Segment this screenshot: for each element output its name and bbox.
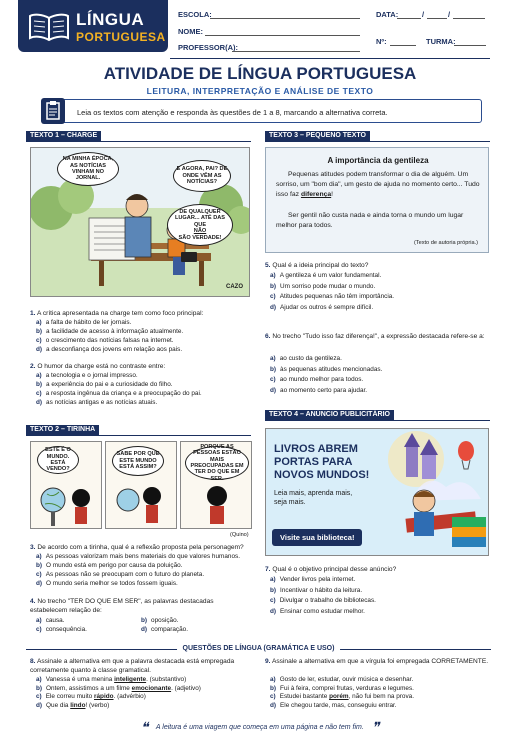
option-text: ao custo da gentileza. <box>279 355 342 362</box>
girl-speaking <box>199 484 239 528</box>
texto2-rule <box>26 435 251 436</box>
option-text: Estudei bastante <box>279 693 330 700</box>
q8-option-b[interactable] <box>36 685 201 693</box>
option-letter: b) <box>270 365 277 373</box>
clipboard-icon <box>41 98 65 124</box>
texto1-rule <box>26 141 251 142</box>
q5-option-a[interactable] <box>270 272 381 280</box>
option-text: consequência. <box>45 626 87 633</box>
option-text: . (advérbio) <box>113 693 146 700</box>
option-text: Vanessa é uma menina <box>45 676 115 683</box>
option-text: a resposta ingênua da criança e a preocupação do pai. <box>45 390 202 397</box>
q1-option-d[interactable] <box>36 346 182 354</box>
q1-stem <box>30 310 250 319</box>
texto4-header: TEXTO 4 – ANÚNCIO PUBLICITÁRIO <box>265 410 394 420</box>
option-text: Gosto de ler, estudar, ouvir música e desenhar. <box>279 676 414 683</box>
q1-option-c[interactable] <box>36 337 174 345</box>
highlighted-word: lindo <box>70 701 86 709</box>
professor-label: PROFESSOR(A): <box>178 43 238 52</box>
q4-text: No trecho "TER DO QUE EM SER", as palavras destacadas estabelecem relação de: <box>30 598 214 614</box>
tirinha-panel-3 <box>180 441 252 529</box>
data-sep-1: / <box>422 10 425 19</box>
option-text: ao mundo melhor para todos. <box>279 376 364 383</box>
texto3-credit: (Texto de autoria própria.) <box>413 240 478 246</box>
charge-image <box>30 147 250 297</box>
q3-option-d[interactable] <box>36 580 178 588</box>
logo <box>18 0 168 52</box>
q3-option-b[interactable] <box>36 562 182 570</box>
turma-label: TURMA: <box>426 37 456 46</box>
q2-option-a[interactable] <box>36 372 138 380</box>
option-letter: b) <box>36 684 43 692</box>
ad-subtext <box>274 489 352 507</box>
option-text: . (adjetivo) <box>171 684 201 692</box>
footer-quote <box>0 719 520 735</box>
q2-option-d[interactable] <box>36 399 157 407</box>
option-letter: a) <box>270 576 276 583</box>
charge-bubble-3-b: NÃO <box>193 228 207 235</box>
q5-stem <box>265 262 489 271</box>
q2-option-b[interactable] <box>36 381 173 389</box>
option-letter: d) <box>270 303 277 311</box>
option-text: a desconfiança dos jovens em relação aos pais. <box>46 346 183 353</box>
option-letter: b) <box>36 562 43 569</box>
option-text: , não fui bem na prova. <box>348 693 414 700</box>
nome-field[interactable] <box>205 35 360 36</box>
option-letter: b) <box>36 381 43 388</box>
option-text: . (substantivo) <box>146 676 187 683</box>
q7-option-d[interactable] <box>270 608 365 616</box>
option-text: Divulgar o trabalho de bibliotecas. <box>279 597 376 604</box>
header-divider <box>170 58 490 59</box>
ad-headline-2: PORTAS PARA <box>274 456 353 468</box>
option-letter: d) <box>270 701 277 709</box>
option-letter: d) <box>141 626 148 633</box>
q3-option-a[interactable] <box>36 553 240 561</box>
option-text: as notícias antigas e as notícias atuais. <box>46 399 158 406</box>
q5-option-c[interactable] <box>270 293 394 301</box>
ad-image <box>265 428 489 556</box>
option-text: causa. <box>45 617 65 624</box>
charge-bubble-3-a: DE QUALQUER LUGAR... ATÉ DAS QUE <box>174 208 226 228</box>
data-month-field[interactable] <box>427 18 447 19</box>
instruction-box <box>42 99 482 123</box>
option-text: Ele chegou tarde, mas, conseguiu entrar. <box>280 701 397 709</box>
q6-number: 6. <box>265 333 271 340</box>
q7-option-a[interactable] <box>270 576 355 584</box>
quote-open-icon: ❝ <box>140 719 149 735</box>
texto3-header: TEXTO 3 – PEQUENO TEXTO <box>265 131 370 141</box>
option-letter: c) <box>36 390 42 397</box>
q6-stem <box>265 333 489 342</box>
data-day-field[interactable] <box>397 18 421 19</box>
globe-and-girl <box>37 480 97 528</box>
texto1-header: TEXTO 1 – CHARGE <box>26 131 101 141</box>
q8-text: Assinale a alternativa em que a palavra destacada está empregada corretamente quanto à classe gramatical. <box>30 658 235 674</box>
escola-label: ESCOLA: <box>178 10 212 19</box>
option-text: o crescimento das notícias falsas na internet. <box>45 337 174 344</box>
option-letter: c) <box>270 597 276 604</box>
q9-option-b[interactable] <box>270 685 414 693</box>
option-text: a falta de hábito de ler jornais. <box>45 319 132 326</box>
highlighted-word: rápido <box>94 693 114 700</box>
option-text: Ontem, assistimos a um filme <box>46 684 132 692</box>
option-letter: a) <box>36 372 42 379</box>
option-text: a experiência do pai e a curiosidade do filho. <box>46 381 173 388</box>
instruction-text: Leia os textos com atenção e responda às questões de 1 a 8, marcando a alternativa correta. <box>77 108 388 117</box>
option-text: Ensinar como estudar melhor. <box>280 607 365 615</box>
escola-field[interactable] <box>210 18 360 19</box>
q4-stem <box>30 598 245 615</box>
q1-option-a[interactable] <box>36 319 131 327</box>
texto3-p1c: ! <box>331 191 334 198</box>
professor-field[interactable] <box>232 51 360 52</box>
q3-stem <box>30 544 255 553</box>
q9-number: 9. <box>265 658 271 665</box>
q4-option-d[interactable] <box>141 626 188 634</box>
option-letter: b) <box>270 684 277 692</box>
option-letter: d) <box>36 701 43 709</box>
option-letter: c) <box>36 337 42 344</box>
option-text: Um sorriso pode mudar o mundo. <box>280 282 376 290</box>
tirinha-bubble-1: ESTE É O MUNDO. ESTÁ VENDO? <box>37 446 79 474</box>
texto4-rule <box>265 420 490 421</box>
nome-label: NOME: <box>178 27 203 36</box>
q2-text: O humor da charge está no contraste entre: <box>37 363 166 370</box>
q1-number: 1. <box>30 310 36 317</box>
option-text: às pequenas atitudes mencionadas. <box>280 365 383 373</box>
q9-text: Assinale a alternativa em que a vírgula foi empregada CORRETAMENTE. <box>271 658 489 665</box>
q6-option-a[interactable] <box>270 355 342 363</box>
option-text: Que dia <box>46 701 71 709</box>
q9-option-c[interactable] <box>270 693 414 701</box>
tirinha-panel-1 <box>30 441 102 529</box>
q7-stem <box>265 566 489 575</box>
q6-text: No trecho "Tudo isso faz diferença!", a expressão destacada refere-se a: <box>272 333 485 340</box>
tirinha-bubble-2: SABE POR QUE ESTE MUNDO ESTÁ ASSIM? <box>112 446 164 476</box>
q6-option-b[interactable] <box>270 366 382 374</box>
option-text: O mundo seria melhor se todos fossem iguais. <box>46 580 178 587</box>
book-icon <box>28 12 70 42</box>
option-letter: a) <box>270 676 276 683</box>
q3-option-c[interactable] <box>36 571 204 579</box>
option-letter: d) <box>270 607 277 615</box>
q8-option-a[interactable] <box>36 676 186 684</box>
option-letter: a) <box>36 319 42 326</box>
page-subtitle: LEITURA, INTERPRETAÇÃO E ANÁLISE DE TEXTO <box>146 86 374 96</box>
q8-option-c[interactable] <box>36 693 146 701</box>
numero-label: Nº: <box>376 37 387 46</box>
option-letter: d) <box>36 580 43 587</box>
option-letter: d) <box>36 399 43 406</box>
q7-text: Qual é o objetivo principal desse anúncio? <box>272 566 397 573</box>
option-text: Ele correu muito <box>45 693 94 700</box>
tirinha-bubble-3: PORQUE AS PESSOAS ESTÃO MAIS PREOCUPADAS EM TER DO QUE EM SER. <box>185 446 249 480</box>
option-text: Fui à feira, comprei frutas, verduras e legumes. <box>280 684 414 692</box>
option-letter: c) <box>270 376 276 383</box>
option-text: Atitudes pequenas não têm importância. <box>279 293 395 300</box>
tirinha-panel-2 <box>105 441 177 529</box>
texto3-p1b: diferença <box>300 191 332 198</box>
girl-with-globe <box>114 480 174 528</box>
highlighted-word: emocionante <box>131 684 172 692</box>
ad-headline <box>274 443 369 482</box>
option-text: As pessoas não se preocupam com o futuro do planeta. <box>45 571 205 578</box>
data-sep-2: / <box>448 10 451 19</box>
q8-option-d[interactable] <box>36 702 109 710</box>
option-letter: c) <box>270 293 276 300</box>
q2-number: 2. <box>30 363 36 370</box>
option-letter: c) <box>270 693 276 700</box>
q1-text: A crítica apresentada na charge tem como foco principal: <box>36 310 204 317</box>
option-letter: b) <box>270 586 277 594</box>
footer-quote-text: A leitura é uma viagem que começa em uma página e não tem fim. <box>155 724 364 731</box>
q7-option-b[interactable] <box>270 587 362 595</box>
texto3-box <box>265 147 489 253</box>
q7-number: 7. <box>265 566 271 573</box>
option-text: Vender livros pela internet. <box>279 576 356 583</box>
q9-option-a[interactable] <box>270 676 413 684</box>
ad-headline-3: NOVOS MUNDOS! <box>274 469 370 481</box>
option-letter: d) <box>36 346 43 353</box>
texto3-rule <box>265 141 490 142</box>
q1-option-b[interactable] <box>36 328 183 336</box>
option-letter: c) <box>36 693 42 700</box>
q4-option-c[interactable] <box>36 626 87 634</box>
option-letter: a) <box>270 272 276 279</box>
option-letter: c) <box>36 571 42 578</box>
numero-field[interactable] <box>390 45 416 46</box>
tirinha-credit: (Quino) <box>230 532 249 538</box>
charge-bubble-2: E AGORA, PAI? DE ONDE VÊM AS NOTÍCIAS? <box>173 160 231 192</box>
option-letter: a) <box>270 355 276 362</box>
texto3-paragraph-2: Ser gentil não custa nada e ainda torna o mundo um lugar melhor para todos. <box>276 212 464 229</box>
texto2-header: TEXTO 2 – TIRINHA <box>26 425 99 435</box>
q8-number: 8. <box>30 658 36 665</box>
charge-bubble-3-c: SÃO VERDADE! <box>178 234 222 241</box>
ad-headline-1: LIVROS ABREM <box>274 443 358 455</box>
page-title: ATIVIDADE DE LÍNGUA PORTUGUESA <box>103 64 417 83</box>
q5-option-b[interactable] <box>270 283 375 291</box>
option-letter: a) <box>36 617 42 624</box>
option-text: A gentileza é um valor fundamental. <box>279 272 382 279</box>
q4-number: 4. <box>30 598 36 605</box>
logo-line2: PORTUGUESA <box>76 30 166 44</box>
charge-bubble-1: NA MINHA ÉPOCA, AS NOTÍCIAS VINHAM NO JORNAL. <box>57 152 119 186</box>
q3-number: 3. <box>30 544 36 551</box>
texto3-p1a: Pequenas atitudes podem transformar o dia de alguém. Um sorriso, um "bom dia", um gesto de ajuda no momento certo... Tudo isso faz <box>276 171 480 198</box>
highlighted-word: inteligente <box>114 676 147 683</box>
q4-option-a[interactable] <box>36 617 65 625</box>
grammar-header: QUESTÕES DE LÍNGUA (GRAMÁTICA E USO) <box>177 645 341 652</box>
charge-bubble-3 <box>167 204 233 246</box>
option-letter: b) <box>141 617 148 624</box>
q9-option-d[interactable] <box>270 702 397 710</box>
q3-text: De acordo com a tirinha, qual é a reflexão proposta pela personagem? <box>37 544 244 551</box>
q6-option-c[interactable] <box>270 376 363 384</box>
logo-line1: LÍNGUA <box>76 10 145 29</box>
ad-cta-button[interactable]: Visite sua biblioteca! <box>272 529 362 546</box>
q9-stem <box>265 658 489 667</box>
option-text: Incentivar o hábito da leitura. <box>280 586 363 594</box>
turma-field[interactable] <box>454 45 486 46</box>
page-header <box>0 0 520 60</box>
q6-option-d[interactable] <box>270 387 367 395</box>
option-text: ! (verbo) <box>85 701 110 709</box>
grammar-bar <box>26 645 491 655</box>
option-text: Ajudar os outros é sempre difícil. <box>280 303 374 311</box>
option-letter: b) <box>36 328 43 335</box>
option-letter: c) <box>36 626 42 633</box>
texto3-paragraph-1 <box>276 170 482 200</box>
option-text: ao momento certo para ajudar. <box>280 386 368 394</box>
texto3-title: A importância da gentileza <box>327 156 429 165</box>
option-text: O mundo está em perigo por causa da poluição. <box>46 562 183 569</box>
data-year-field[interactable] <box>453 18 485 19</box>
option-text: oposição. <box>151 617 179 624</box>
q2-option-c[interactable] <box>36 390 202 398</box>
ad-subtext-1: Leia mais, aprenda mais, <box>274 490 353 497</box>
q5-option-d[interactable] <box>270 304 373 312</box>
q5-number: 5. <box>265 262 271 269</box>
q5-text: Qual é a ideia principal do texto? <box>272 262 369 269</box>
highlighted-word: porém <box>329 693 349 700</box>
ad-subtext-2: seja mais. <box>274 499 306 506</box>
option-text: comparação. <box>151 626 188 633</box>
q7-option-c[interactable] <box>270 597 376 605</box>
option-letter: a) <box>36 553 42 560</box>
quote-close-icon: ❞ <box>371 719 380 735</box>
q4-option-b[interactable] <box>141 617 178 625</box>
q8-stem <box>30 658 255 675</box>
option-letter: d) <box>270 386 277 394</box>
option-text: a facilidade de acesso à informação atualmente. <box>46 328 184 335</box>
option-letter: b) <box>270 282 277 290</box>
data-label: DATA: <box>376 10 399 19</box>
q2-stem <box>30 363 250 372</box>
option-text: As pessoas valorizam mais bens materiais do que valores humanos. <box>45 553 240 560</box>
charge-signature: CAZO <box>226 284 243 290</box>
option-text: a tecnologia e o jornal impresso. <box>45 372 138 379</box>
option-letter: a) <box>36 676 42 683</box>
